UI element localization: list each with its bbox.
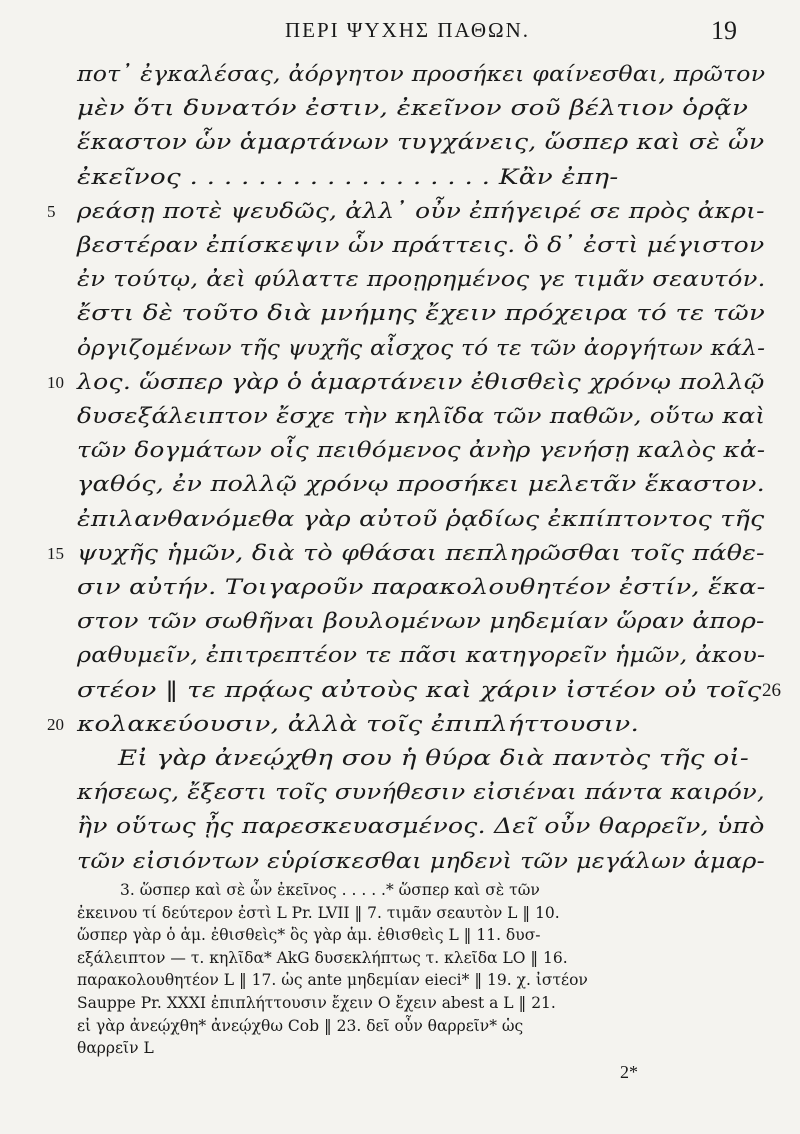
- text-line-content: σιν αὐτήν. Τοιγαροῦν παρακολουθητέον ἐστίν, ἕκα-: [77, 575, 766, 599]
- text-line-content: ψυχῆς ἡμῶν, διὰ τὸ φθάσαι πεπληρῶσθαι τοῖς πάθε-: [77, 540, 765, 565]
- apparatus-line-content: ἐκεινου τί δεύτερον ἐστὶ L Pr. LVII ‖ 7. τιμᾶν σεαυτὸν L ‖ 10.: [77, 903, 560, 922]
- apparatus-line: [0, 1036, 800, 1061]
- text-line: [0, 227, 800, 263]
- text-line-content: ἐκεῖνος . . . . . . . . . . . . . . . . . . Κἂν ἐπη-: [77, 164, 619, 189]
- apparatus-line-content: εξάλειπτον — τ. κηλῖδα* AkG δυσεκλήπτως τ. κλεῖδα LO ‖ 16.: [77, 948, 568, 967]
- text-line: [0, 124, 800, 160]
- text-line-content: ἢν οὕτως ᾖς παρεσκευασμένος. Δεῖ οὖν θαρρεῖν, ὑπὸ: [77, 814, 765, 839]
- text-line: [0, 672, 800, 708]
- text-line-content: τῶν εἰσιόντων εὑρίσκεσθαι μηδενὶ τῶν μεγάλων ἁμαρ-: [77, 848, 765, 873]
- text-line: [0, 603, 800, 639]
- text-line: [0, 364, 800, 400]
- text-line: [0, 843, 800, 879]
- apparatus-line: [0, 946, 800, 971]
- text-line: [0, 706, 800, 742]
- text-line: [0, 159, 800, 195]
- text-line-content: κολακεύουσιν, ἀλλὰ τοῖς ἐπιπλήττουσιν.: [77, 711, 640, 736]
- apparatus-line-content: ὥσπερ γὰρ ὁ ἁμ. ἐθισθεὶς* ὃς γὰρ ἁμ. ἐθισθεὶς L ‖ 11. δυσ-: [77, 926, 541, 945]
- text-line-content: ραθυμεῖν, ἐπιτρεπτέον τε πᾶσι κατηγορεῖν ἡμῶν, ἀκου-: [77, 643, 766, 668]
- text-line-content: γαθός, ἐν πολλῷ χρόνῳ προσήκει μελετᾶν ἕκαστον.: [77, 472, 766, 497]
- text-line: [0, 90, 800, 126]
- apparatus-line: [0, 923, 800, 948]
- text-line-content: στέον ‖ τε πρᾴως αὐτοὺς καὶ χάριν ἰστέον οὐ τοῖς: [77, 677, 762, 702]
- apparatus-line-content: παρακολουθητέον L ‖ 17. ὡς ante μηδεμίαν eieci* ‖ 19. χ. ἰστέον: [77, 971, 588, 990]
- apparatus-line-content: 3. ὥσπερ καὶ σὲ ὧν ἐκεῖνος . . . . .* ὥσπερ καὶ σὲ τῶν: [120, 881, 540, 899]
- line-number: 20: [47, 714, 64, 734]
- text-line-content: ὀργιζομένων τῆς ψυχῆς αἶσχος τό τε τῶν ἀοργήτων κάλ-: [77, 335, 766, 360]
- apparatus-line-content: εἰ γὰρ ἀνεῴχθη* ἀνεῴχθω Cob ‖ 23. δεῖ οὖν θαρρεῖν* ὡς: [77, 1016, 524, 1035]
- text-line: [0, 466, 800, 502]
- line-number: 5: [47, 201, 56, 221]
- text-line: [0, 740, 800, 776]
- text-line-content: δυσεξάλειπτον ἔσχε τὴν κηλῖδα τῶν παθῶν, οὕτω καὶ: [77, 404, 766, 428]
- text-line: [0, 193, 800, 229]
- text-line-content: λος. ὥσπερ γὰρ ὁ ἁμαρτάνειν ἐθισθεὶς χρόνῳ πολλῷ: [77, 369, 765, 394]
- text-line-content: ρεάσῃ ποτὲ ψευδῶς, ἀλλ᾽ οὖν ἐπήγειρέ σε πρὸς ἀκρι-: [77, 198, 765, 223]
- apparatus-line: [0, 991, 800, 1016]
- text-line: [0, 56, 800, 92]
- text-line-content: στον τῶν σωθῆναι βουλομένων μηδεμίαν ὥραν ἀπορ-: [77, 609, 765, 634]
- apparatus-line: [0, 901, 800, 926]
- apparatus-line-content: θαρρεῖν L: [77, 1039, 154, 1058]
- margin-reference-number: 26: [762, 679, 781, 701]
- page-number: 19: [711, 16, 737, 45]
- text-line: [0, 398, 800, 434]
- text-line-content: τῶν δογμάτων οἷς πειθόμενος ἀνὴρ γενήσῃ καλὸς κἀ-: [77, 438, 766, 463]
- text-line: [0, 295, 800, 331]
- text-line-content: μὲν ὅτι δυνατόν ἐστιν, ἐκεῖνον σοῦ βέλτιον ὁρᾷν: [77, 96, 749, 121]
- text-line-content: ἐπιλανθανόμεθα γὰρ αὐτοῦ ῥᾳδίως ἐκπίπτοντος τῆς: [77, 506, 765, 531]
- text-line: [0, 808, 800, 844]
- text-line: [0, 569, 800, 605]
- running-title: ΠΕΡΙ ΨΥΧΗΣ ΠΑΘΩΝ.: [285, 18, 531, 42]
- text-line: [0, 535, 800, 571]
- text-line-content: κήσεως, ἔξεστι τοῖς συνήθεσιν εἰσιέναι πάντα καιρόν,: [77, 780, 765, 805]
- line-number: 15: [47, 543, 64, 563]
- text-line-content: ἐν τούτῳ, ἀεὶ φύλαττε προῃρημένος γε τιμᾶν σεαυτόν.: [77, 267, 766, 292]
- apparatus-line-content: Sauppe Pr. XXXI ἐπιπλήττουσιν ἔχειν O ἔχειν abest a L ‖ 21.: [77, 994, 556, 1012]
- text-line: [0, 261, 800, 297]
- text-line: [0, 501, 800, 537]
- line-number: 10: [47, 372, 64, 392]
- text-line-content: Εἰ γὰρ ἀνεῴχθη σου ἡ θύρα διὰ παντὸς τῆς οἰ-: [118, 746, 750, 770]
- text-line-content: ποτ᾽ ἐγκαλέσας, ἀόργητον προσήκει φαίνεσθαι, πρῶτον: [77, 62, 766, 86]
- apparatus-line: [0, 878, 800, 903]
- text-line-content: βεστέραν ἐπίσκεψιν ὧν πράττεις. ὃ δ᾽ ἐστὶ μέγιστον: [77, 233, 765, 257]
- text-line: [0, 432, 800, 468]
- apparatus-line: [0, 1014, 800, 1039]
- running-head: [0, 12, 800, 46]
- signature-mark: 2*: [620, 1062, 638, 1082]
- text-line: [0, 774, 800, 810]
- apparatus-line: [0, 968, 800, 993]
- text-line: [0, 637, 800, 673]
- text-line-content: ἔστι δὲ τοῦτο διὰ μνήμης ἔχειν πρόχειρα τό τε τῶν: [77, 301, 766, 326]
- text-line: [0, 330, 800, 366]
- text-line-content: ἕκαστον ὧν ἁμαρτάνων τυγχάνεις, ὥσπερ καὶ σὲ ὧν: [77, 130, 765, 155]
